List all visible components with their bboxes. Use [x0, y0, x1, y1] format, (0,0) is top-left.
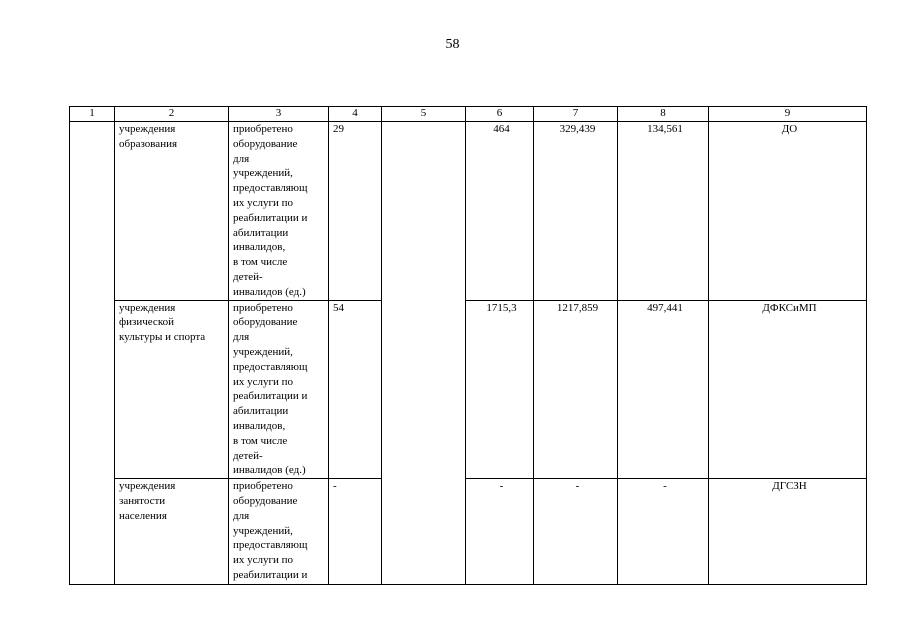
column-header-2: 2: [115, 107, 229, 122]
column-header-3: 3: [229, 107, 329, 122]
table-row-employment: [70, 479, 867, 585]
table-row-education: [70, 122, 867, 301]
institution-cell: учреждения образования: [115, 122, 229, 301]
total-cell: 1715,3: [466, 300, 534, 479]
responsible-cell: ДГСЗН: [709, 479, 867, 585]
column-8-cell: -: [618, 479, 709, 585]
column-header-1: 1: [70, 107, 115, 122]
column-8-cell: 497,441: [618, 300, 709, 479]
column-7-cell: 1217,859: [534, 300, 618, 479]
institution-cell: учреждения физической культуры и спорта: [115, 300, 229, 479]
quantity-cell: -: [329, 479, 382, 585]
page-number: 58: [445, 37, 460, 52]
column-number-row: [70, 107, 867, 122]
total-cell: 464: [466, 122, 534, 301]
responsible-cell: ДО: [709, 122, 867, 301]
column-header-5: 5: [382, 107, 466, 122]
program-table: [69, 106, 867, 585]
total-cell: -: [466, 479, 534, 585]
action-cell: приобретено оборудование для учреждений, предоставляющ их услуги по реабилитации и абилитации инвалидов, в том числе детей- инвалидов (ед.): [229, 300, 329, 479]
quantity-cell: 54: [329, 300, 382, 479]
column-header-4: 4: [329, 107, 382, 122]
column-7-cell: -: [534, 479, 618, 585]
column-header-7: 7: [534, 107, 618, 122]
table-row-sport: [70, 300, 867, 479]
responsible-cell: ДФКСиМП: [709, 300, 867, 479]
quantity-cell: 29: [329, 122, 382, 301]
column-5-cell: [382, 122, 466, 585]
column-header-6: 6: [466, 107, 534, 122]
institution-cell: учреждения занятости населения: [115, 479, 229, 585]
action-cell: приобретено оборудование для учреждений, предоставляющ их услуги по реабилитации и: [229, 479, 329, 585]
action-cell: приобретено оборудование для учреждений, предоставляющ их услуги по реабилитации и абилитации инвалидов, в том числе детей- инвалидов (ед.): [229, 122, 329, 301]
column-7-cell: 329,439: [534, 122, 618, 301]
column-header-8: 8: [618, 107, 709, 122]
column-1-cell: [70, 122, 115, 585]
column-8-cell: 134,561: [618, 122, 709, 301]
column-header-9: 9: [709, 107, 867, 122]
